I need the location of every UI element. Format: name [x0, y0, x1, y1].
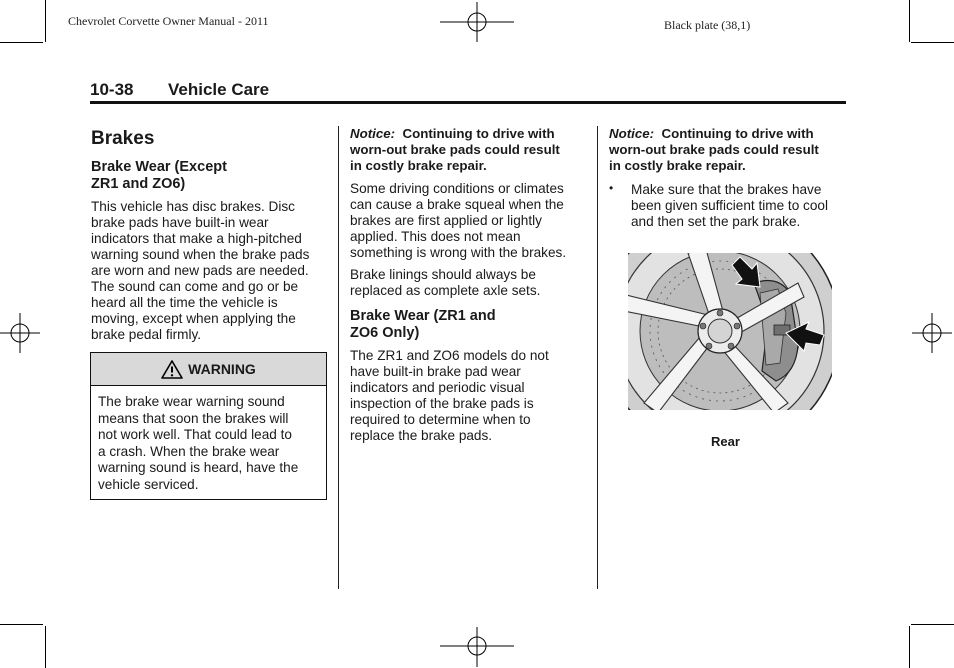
- subheading-line: ZR1 and ZO6): [91, 176, 186, 192]
- notice-label: Notice:: [350, 126, 396, 141]
- paragraph-brake-squeal: [350, 181, 590, 261]
- page-number: 10-38: [90, 80, 134, 99]
- text-line: Some driving conditions or climates: [350, 181, 564, 196]
- page-title: Vehicle Care: [168, 80, 270, 99]
- text-line: This vehicle has disc brakes. Disc: [91, 199, 295, 214]
- text-line: warning sound when the brake pads: [91, 247, 310, 262]
- text-line: worn-out brake pads could result: [609, 142, 819, 157]
- subheading-brake-wear-zr1: [350, 308, 590, 342]
- illustration-caption: Rear: [711, 434, 740, 449]
- column-separator-1: [338, 126, 339, 589]
- subheading-brake-wear-except: [91, 159, 331, 193]
- text-line: vehicle serviced.: [98, 476, 199, 492]
- text-line: applied. This does not mean: [350, 229, 521, 244]
- bullet-dot: •: [609, 181, 614, 195]
- text-line: The brake wear warning sound: [98, 394, 285, 409]
- text-line: indicators and periodic visual: [350, 380, 525, 395]
- column-separator-2: [597, 126, 598, 589]
- text-line: not work well. That could lead to: [98, 427, 292, 443]
- notice-paragraph: [350, 126, 590, 174]
- paragraph-brake-linings: [350, 267, 590, 299]
- crop-mark-top-left-horizontal: [0, 42, 43, 43]
- subheading-line: Brake Wear (ZR1 and: [350, 308, 496, 324]
- text-line: means that soon the brakes will: [98, 410, 289, 426]
- text-line: in costly brake repair.: [350, 158, 487, 173]
- registration-mark-top-icon: [440, 2, 514, 42]
- text-line: Brake linings should always be: [350, 267, 536, 282]
- text-line: brakes are first applied or lightly: [350, 213, 542, 228]
- registration-mark-bottom-icon: [440, 627, 514, 667]
- column-3: [609, 126, 849, 230]
- text-line: a crash. When the brake wear: [98, 443, 280, 459]
- text-line: brake pads have built-in wear: [91, 215, 269, 230]
- bullet-park-brake: [609, 182, 849, 230]
- paragraph-zr1-zo6: [350, 348, 590, 444]
- rear-brake-illustration: [628, 253, 832, 410]
- warning-body: [91, 386, 326, 494]
- running-header-right: Black plate (38,1): [664, 18, 751, 32]
- text-line: replaced as complete axle sets.: [350, 283, 541, 298]
- text-line: can cause a brake squeal when the: [350, 197, 564, 212]
- text-line: something is wrong with the brakes.: [350, 245, 567, 260]
- crop-mark-bottom-left-horizontal: [0, 624, 43, 625]
- crop-mark-top-right-vertical: [909, 0, 910, 42]
- crop-mark-top-right-horizontal: [911, 42, 954, 43]
- warning-triangle-icon: [161, 360, 183, 379]
- text-line: worn-out brake pads could result: [350, 142, 560, 157]
- column-1: [91, 126, 331, 343]
- text-line: in costly brake repair.: [609, 158, 746, 173]
- running-header-left: Chevrolet Corvette Owner Manual - 2011: [68, 14, 269, 28]
- registration-mark-right-icon: [912, 313, 952, 353]
- heading-rule: [90, 101, 846, 104]
- text-line: Make sure that the brakes have: [631, 182, 822, 197]
- warning-header: [91, 353, 326, 386]
- crop-mark-bottom-left-vertical: [45, 626, 46, 668]
- text-line: are worn and new pads are needed.: [91, 263, 309, 278]
- subheading-line: Brake Wear (Except: [91, 159, 227, 175]
- text-line: been given sufficient time to cool: [631, 198, 828, 213]
- registration-mark-left-icon: [0, 313, 40, 353]
- text-line: Continuing to drive with: [661, 126, 814, 141]
- text-line: heard all the time the vehicle is: [91, 295, 278, 310]
- notice-paragraph: [609, 126, 849, 174]
- crop-mark-bottom-right-vertical: [909, 626, 910, 668]
- warning-box: [90, 352, 327, 500]
- text-line: and then set the park brake.: [631, 214, 801, 229]
- section-heading-brakes: Brakes: [91, 128, 155, 149]
- text-line: The ZR1 and ZO6 models do not: [350, 348, 549, 363]
- crop-mark-top-left-vertical: [45, 0, 46, 42]
- text-line: have built-in brake pad wear: [350, 364, 521, 379]
- notice-label: Notice:: [609, 126, 655, 141]
- text-line: Continuing to drive with: [402, 126, 555, 141]
- text-line: The sound can come and go or be: [91, 279, 299, 294]
- text-line: moving, except when applying the: [91, 311, 296, 326]
- paragraph-disc-brakes: [91, 199, 331, 343]
- warning-label: WARNING: [188, 361, 256, 377]
- text-line: replace the brake pads.: [350, 428, 493, 443]
- page-heading: [90, 80, 269, 100]
- column-2: [350, 126, 590, 444]
- subheading-line: ZO6 Only): [350, 325, 420, 341]
- text-line: inspection of the brake pads is: [350, 396, 534, 411]
- text-line: indicators that make a high-pitched: [91, 231, 302, 246]
- text-line: required to determine when to: [350, 412, 531, 427]
- text-line: warning sound is heard, have the: [98, 460, 299, 476]
- crop-mark-bottom-right-horizontal: [911, 624, 954, 625]
- text-line: brake pedal firmly.: [91, 327, 202, 342]
